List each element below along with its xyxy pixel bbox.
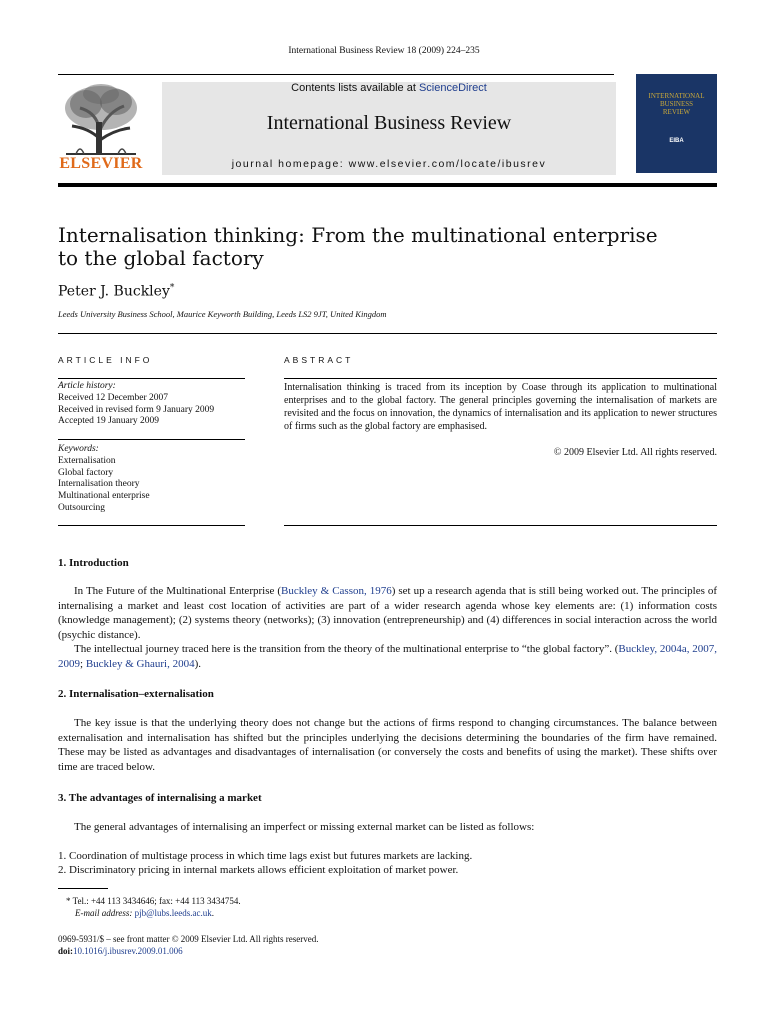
citation-link[interactable]: Buckley & Casson, 1976 <box>281 585 392 597</box>
text-run: ). <box>194 657 201 670</box>
divider <box>58 378 245 379</box>
cover-title <box>640 92 713 116</box>
text-run: . <box>211 908 214 918</box>
sciencedirect-link[interactable]: ScienceDirect <box>418 82 487 94</box>
footnote-mark: * <box>66 896 71 906</box>
header-rule <box>58 74 614 75</box>
journal-title: International Business Review <box>266 112 512 134</box>
section-heading-introduction: 1. Introduction <box>58 557 129 569</box>
article-title-line: Internalisation thinking: From the multinational enterprise <box>58 223 658 247</box>
header-rule-thick <box>58 183 717 187</box>
paragraph <box>58 642 717 671</box>
divider <box>58 333 717 334</box>
doi-line <box>58 945 717 957</box>
keyword: Externalisation <box>58 455 116 466</box>
history-label: Article history: <box>58 381 116 391</box>
cover-badge: EIBA <box>669 138 684 144</box>
divider <box>284 378 717 379</box>
keyword: Internalisation theory <box>58 479 140 490</box>
citation-link[interactable]: Buckley, 2004a, 2007, 2009 <box>58 643 717 670</box>
abstract-text: Internalisation thinking is traced from its inception by Coase through its application to multinational enterprises and to the global factory. The general principles governing the internalisation of markets are revisited and the focus on innovation, the dynamics of internalisation and its application to newer structures of firms such as the global factory are emphasised. <box>284 382 717 432</box>
doi-label: doi: <box>58 946 74 956</box>
divider <box>58 525 245 526</box>
list-item: 1. Coordination of multistage process in which time lags exist but futures markets are lacking. <box>58 850 473 862</box>
elsevier-wordmark: ELSEVIER <box>59 155 143 172</box>
paragraph: The key issue is that the underlying theory does not change but the actions of firms respond to changing circumstances. The balance between externalisation and internalisation has shifted but the principles underlying the decisions determining the boundaries of the firm have remained. These may be listed as advantages and disadvantages of internalisation (or conversely the costs and benefits of using the market). These shifts over time are traced below. <box>58 717 717 773</box>
author-footnote-mark[interactable]: * <box>169 283 175 293</box>
section-heading-internalisation: 2. Internalisation–externalisation <box>58 688 214 700</box>
footnote <box>58 895 717 919</box>
running-head: International Business Review 18 (2009) 224–235 <box>288 46 480 56</box>
keyword: Global factory <box>58 467 114 478</box>
doi-link[interactable]: 10.1016/j.ibusrev.2009.01.006 <box>73 946 183 956</box>
section-heading-advantages: 3. The advantages of internalising a market <box>58 792 262 804</box>
divider <box>284 525 717 526</box>
keyword: Outsourcing <box>58 502 105 513</box>
list-item: 2. Discriminatory pricing in internal markets allows efficient exploitation of market power. <box>58 864 459 876</box>
cover-title-line: REVIEW <box>662 108 691 116</box>
text-run: In The Future of the Multinational Enterprise ( <box>74 585 282 597</box>
text-run: ) set up a research agenda that is still being worked out. The principles of internalising a market and least cost location of activities are part of a wider research agenda whose key elements are: (1) information costs (knowledge management); (2) systems theory (networks); (3) innovation (entrepreneurship) and (4) differences in social interaction across the world (psychic distance). <box>58 585 718 641</box>
abstract-heading: ABSTRACT <box>284 355 354 365</box>
front-matter <box>58 933 717 957</box>
revised-date: Received in revised form 9 January 2009 <box>58 404 215 415</box>
footnote-contact <box>58 895 717 907</box>
cover-title-line: INTERNATIONAL <box>648 92 705 100</box>
text-run: The intellectual journey traced here is the transition from the theory of the multinational enterprise to “the global factory”. ( <box>74 643 619 655</box>
keywords-label: Keywords: <box>58 444 99 454</box>
footnote-phone: Tel.: +44 113 3434646; fax: +44 113 3434754. <box>70 896 241 906</box>
article-title <box>58 224 658 270</box>
article-title-line: to the global factory <box>58 246 264 270</box>
divider <box>58 439 245 440</box>
contents-availability <box>162 82 616 94</box>
received-date: Received 12 December 2007 <box>58 392 168 403</box>
journal-cover-image <box>636 74 717 173</box>
footnote-email <box>58 907 717 919</box>
cover-title-line: BUSINESS <box>659 100 694 108</box>
accepted-date: Accepted 19 January 2009 <box>58 416 160 427</box>
article-info-heading: ARTICLE INFO <box>58 355 153 365</box>
author-affiliation: Leeds University Business School, Maurice Keyworth Building, Leeds LS2 9JT, United Kingdom <box>58 309 387 319</box>
email-label: E-mail address: <box>75 908 135 918</box>
keyword: Multinational enterprise <box>58 491 150 502</box>
citation-link[interactable]: Buckley & Ghauri, 2004 <box>85 657 195 670</box>
abstract-copyright: © 2009 Elsevier Ltd. All rights reserved. <box>553 447 717 458</box>
journal-homepage-link[interactable]: journal homepage: www.elsevier.com/locate/ibusrev <box>231 158 547 170</box>
paragraph <box>58 584 717 642</box>
email-link[interactable]: pjb@lubs.leeds.ac.uk <box>134 908 212 918</box>
article-history <box>58 381 245 428</box>
author-name[interactable]: Peter J. Buckley <box>58 283 170 300</box>
text-run: ; <box>80 657 86 670</box>
contents-prefix: Contents lists available at <box>291 82 419 94</box>
paragraph: The general advantages of internalising an imperfect or missing external market can be listed as follows: <box>74 821 535 833</box>
keywords <box>58 444 245 515</box>
author-line <box>58 283 174 300</box>
issn-line: 0969-5931/$ – see front matter © 2009 Elsevier Ltd. All rights reserved. <box>58 934 319 944</box>
footnote-rule <box>58 888 108 889</box>
